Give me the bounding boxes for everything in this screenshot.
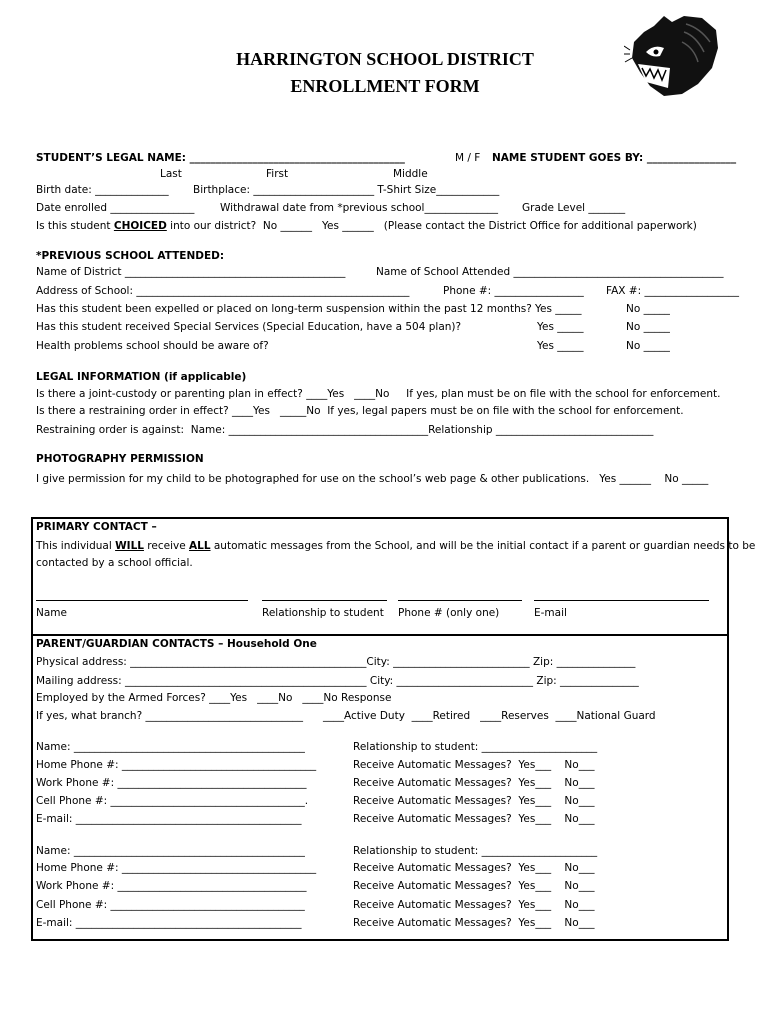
date-enrolled-field: Date enrolled ________________ [36, 202, 195, 214]
district-name-field: Name of District __________________________________________ [36, 266, 346, 278]
special-services-no: No _____ [626, 321, 670, 333]
restraining-question: Is there a restraining order in effect? ____Yes _____No If yes, legal papers must be on file with the school for enforcement. [36, 405, 684, 417]
choiced-prefix: Is this student [36, 220, 114, 232]
expelled-yes: Yes _____ [535, 303, 582, 315]
household-heading: PARENT/GUARDIAN CONTACTS – Household One [36, 638, 317, 650]
school-address-field: Address of School: ____________________________________________________ [36, 285, 410, 297]
first-name-caption: First [266, 168, 289, 180]
sex-option: M / F [455, 152, 481, 164]
previous-school-heading: *PREVIOUS SCHOOL ATTENDED: [36, 250, 225, 262]
contact1-name: Name: ____________________________________________ [36, 741, 305, 753]
health-question: Health problems school should be aware of? [36, 340, 269, 352]
primary-relationship-caption: Relationship to student [262, 607, 384, 619]
choiced-question [36, 220, 697, 233]
school-attended-field: Name of School Attended ________________________________________ [376, 266, 724, 278]
expelled-no: No _____ [626, 303, 670, 315]
contact-box-divider [31, 634, 729, 636]
contact2-work-phone: Work Phone #: ____________________________________ [36, 880, 307, 892]
primary-phone-caption: Phone # (only one) [398, 607, 500, 619]
special-services-yes: Yes _____ [537, 321, 584, 333]
contact1-home-msg: Receive Automatic Messages? Yes___ No___ [353, 759, 595, 771]
contact2-relationship: Relationship to student: ______________________ [353, 845, 598, 857]
physical-address-field: Physical address: _____________________________________________City: __________________________ Zip: _______________ [36, 656, 636, 668]
mailing-address-field: Mailing address: ______________________________________________ City: __________________________ Zip: _______________ [36, 675, 639, 687]
special-services-question: Has this student received Special Services (Special Education, have a 504 plan)? [36, 321, 462, 333]
contact1-work-phone: Work Phone #: ____________________________________ [36, 777, 307, 789]
expelled-question: Has this student been expelled or placed on long-term suspension within the past 12 months? [36, 303, 532, 315]
school-fax-field: FAX #: __________________ [606, 285, 739, 297]
contact2-cell-msg: Receive Automatic Messages? Yes___ No___ [353, 899, 595, 911]
primary-contact-note [36, 540, 755, 553]
will-word: WILL [115, 540, 144, 552]
restraining-against-field: Restraining order is against: Name: ______________________________________Relationship ______________________________ [36, 424, 654, 436]
all-word: ALL [189, 540, 211, 552]
note-part-b: receive [143, 540, 190, 552]
armed-forces-question: Employed by the Armed Forces? ____Yes ____No ____No Response [36, 692, 392, 704]
grade-level-field: Grade Level _______ [522, 202, 626, 214]
form-title-line1: HARRINGTON SCHOOL DISTRICT [236, 49, 534, 69]
note-part-a: This individual [36, 540, 116, 552]
withdrawal-date-field: Withdrawal date from *previous school______________ [220, 202, 498, 214]
email-line [534, 600, 709, 601]
contact1-email-msg: Receive Automatic Messages? Yes___ No___ [353, 813, 595, 825]
contact1-email: E-mail: ___________________________________________ [36, 813, 302, 825]
form-title-line2: ENROLLMENT FORM [290, 76, 480, 96]
contact1-home-phone: Home Phone #: _____________________________________ [36, 759, 317, 771]
legal-heading: LEGAL INFORMATION (if applicable) [36, 371, 247, 383]
contact1-cell-msg: Receive Automatic Messages? Yes___ No___ [353, 795, 595, 807]
phone-line [398, 600, 522, 601]
student-legal-name-label: STUDENT’S LEGAL NAME: _________________________________________ [36, 152, 405, 164]
primary-name-caption: Name [36, 607, 67, 619]
birthplace-field: Birthplace: _______________________ T-Shirt Size____________ [193, 184, 500, 196]
photo-heading: PHOTOGRAPHY PERMISSION [36, 453, 204, 465]
contact2-home-msg: Receive Automatic Messages? Yes___ No___ [353, 862, 595, 874]
primary-contact-heading: PRIMARY CONTACT – [36, 521, 157, 533]
contact2-home-phone: Home Phone #: _____________________________________ [36, 862, 317, 874]
contact2-email: E-mail: ___________________________________________ [36, 917, 302, 929]
last-name-caption: Last [160, 168, 182, 180]
custody-question: Is there a joint-custody or parenting plan in effect? ____Yes ____No If yes, plan must be on file with the school for enforcement. [36, 388, 721, 400]
birth-date-field: Birth date: ______________ [36, 184, 169, 196]
contact1-work-msg: Receive Automatic Messages? Yes___ No___ [353, 777, 595, 789]
relationship-line [262, 600, 387, 601]
choiced-suffix: into our district? No ______ Yes ______ (Please contact the District Office for additional paperwork) [166, 220, 697, 232]
note-part-c: automatic messages from the School, and will be the initial contact if a parent or guardian needs to be [210, 540, 756, 552]
primary-email-caption: E-mail [534, 607, 567, 619]
contact2-cell-phone: Cell Phone #: _____________________________________ [36, 899, 305, 911]
contact2-name: Name: ____________________________________________ [36, 845, 305, 857]
panther-head-logo [624, 12, 720, 98]
contact1-cell-phone: Cell Phone #: _____________________________________. [36, 795, 309, 807]
photo-permission-text: I give permission for my child to be photographed for use on the school’s web page & other publications. Yes ______ No _____ [36, 473, 709, 485]
primary-contact-note-line2: contacted by a school official. [36, 557, 193, 569]
goes-by-label: NAME STUDENT GOES BY: _________________ [492, 152, 737, 164]
middle-name-caption: Middle [393, 168, 428, 180]
branch-field: If yes, what branch? ______________________________ ____Active Duty ____Retired ____Reserves ____National Guard [36, 710, 656, 722]
contact2-work-msg: Receive Automatic Messages? Yes___ No___ [353, 880, 595, 892]
school-phone-field: Phone #: _________________ [443, 285, 584, 297]
contact2-email-msg: Receive Automatic Messages? Yes___ No___ [353, 917, 595, 929]
name-line [36, 600, 248, 601]
contact-box [31, 517, 729, 941]
health-no: No _____ [626, 340, 670, 352]
health-yes: Yes _____ [537, 340, 584, 352]
contact1-relationship: Relationship to student: ______________________ [353, 741, 598, 753]
choiced-word: CHOICED [113, 220, 167, 232]
